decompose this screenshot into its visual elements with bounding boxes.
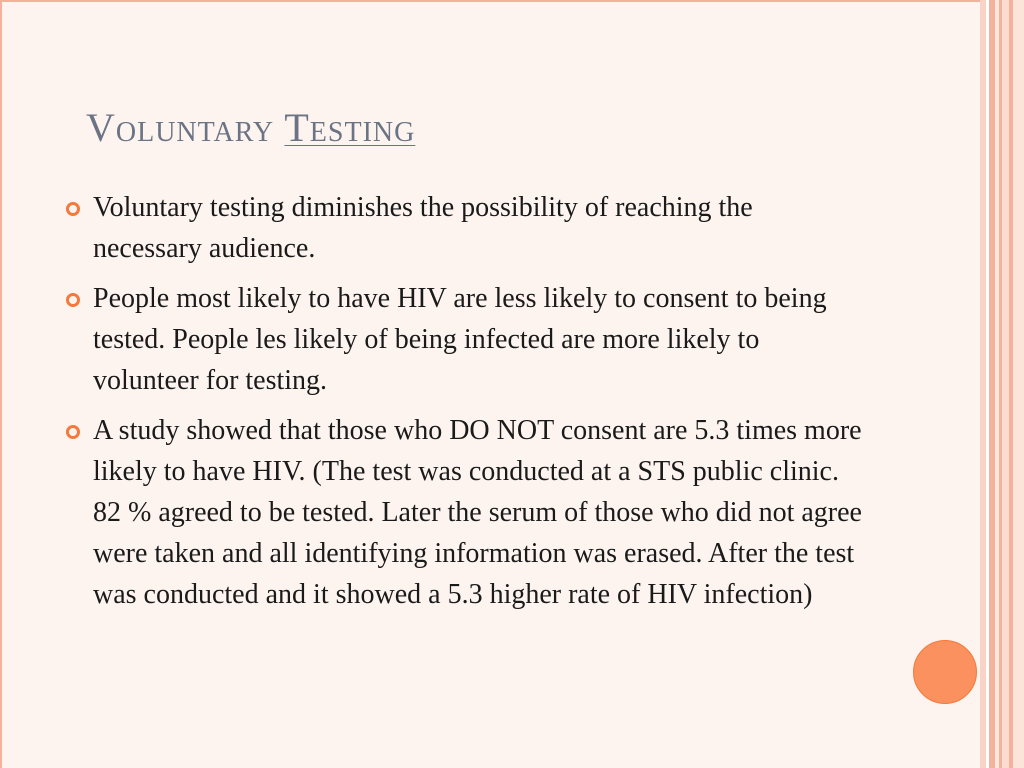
slide-title	[86, 104, 415, 151]
decorative-stripe	[1013, 0, 1024, 768]
bullet-item	[66, 278, 866, 401]
bullet-item	[66, 187, 866, 269]
bullet-text: A study showed that those who DO NOT consent are 5.3 times more likely to have HIV. (The test was conducted at a STS public clinic. 82 % agreed to be tested. Later the serum of those who did not agree were taken and all identifying information was erased. After the test was conducted and it showed a 5.3 higher rate of HIV infection)	[93, 415, 862, 610]
bullet-item	[66, 410, 866, 615]
bullet-text: Voluntary testing diminishes the possibility of reaching the necessary audience.	[93, 192, 753, 264]
bullet-ring-icon	[66, 293, 80, 307]
decorative-circle	[913, 640, 977, 704]
bullet-list	[66, 187, 866, 624]
bullet-ring-icon	[66, 425, 80, 439]
bullet-text: People most likely to have HIV are less likely to consent to being tested. People les likely of being infected are more likely to volunteer for testing.	[93, 283, 827, 396]
title-word-testing: Testing	[284, 105, 416, 150]
title-word-voluntary: Voluntary	[86, 105, 275, 150]
bullet-ring-icon	[66, 202, 80, 216]
decorative-stripe	[1002, 0, 1009, 768]
